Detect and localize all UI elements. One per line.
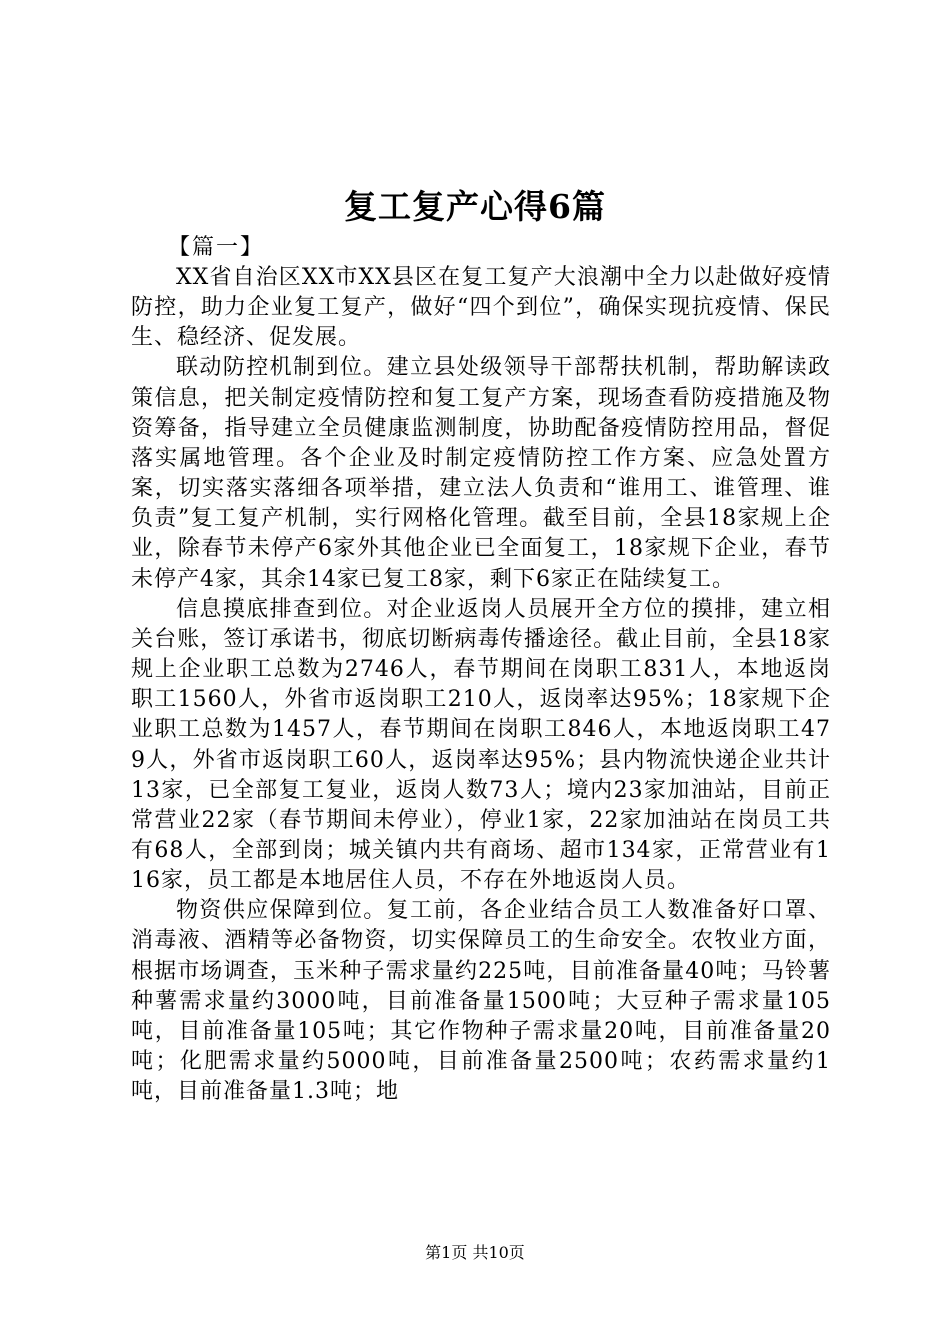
- paragraph-intro: XX省自治区XX市XX县区在复工复产大浪潮中全力以赴做好疫情防控，助力企业复工复产，做好“四个到位”，确保实现抗疫情、保民生、稳经济、促发展。: [131, 265, 831, 351]
- section-heading: 【篇一】: [168, 235, 265, 260]
- paragraph-supplies: 物资供应保障到位。复工前，各企业结合员工人数准备好口罩、消毒液、酒精等必备物资，切实保障员工的生命安全。农牧业方面，根据市场调查，玉米种子需求量约225吨，目前准备量40吨；马铃薯种薯需求量约3000吨，目前准备量1500吨；大豆种子需求量105吨，目前准备量105吨；其它作物种子需求量20吨，目前准备量20吨；化肥需求量约5000吨，目前准备量2500吨；农药需求量约1吨，目前准备量1.3吨；地: [131, 898, 831, 1105]
- document-body: [131, 263, 831, 1183]
- paragraph-investigation: 信息摸底排查到位。对企业返岗人员展开全方位的摸排，建立相关台账，签订承诺书，彻底切断病毒传播途径。截止目前，全县18家规上企业职工总数为2746人，春节期间在岗职工831人，本地返岗职工1560人，外省市返岗职工210人，返岗率达95%；18家规下企业职工总数为1457人，春节期间在岗职工846人，本地返岗职工479人，外省市返岗职工60人，返岗率达95%；县内物流快递企业共计13家，已全部复工复业，返岗人数73人；境内23家加油站，目前正常营业22家（春节期间未停业），停业1家，22家加油站在岗员工共有68人，全部到岗；城关镇内共有商场、超市134家，正常营业有116家，员工都是本地居住人员，不存在外地返岗人员。: [131, 596, 831, 894]
- page-title: 复工复产心得6篇: [344, 187, 606, 226]
- paragraph-mechanism: 联动防控机制到位。建立县处级领导干部帮扶机制，帮助解读政策信息，把关制定疫情防控和复工复产方案，现场查看防疫措施及物资筹备，指导建立全员健康监测制度，协助配备疫情防控用品，督促落实属地管理。各个企业及时制定疫情防控工作方案、应急处置方案，切实落实落细各项举措，建立法人负责和“谁用工、谁管理、谁负责”复工复产机制，实行网格化管理。截至目前，全县18家规上企业，除春节未停产6家外其他企业已全面复工，18家规下企业，春节未停产4家，其余14家已复工8家，剩下6家正在陆续复工。: [131, 355, 831, 592]
- page-footer: 第1页 共10页: [425, 1243, 525, 1262]
